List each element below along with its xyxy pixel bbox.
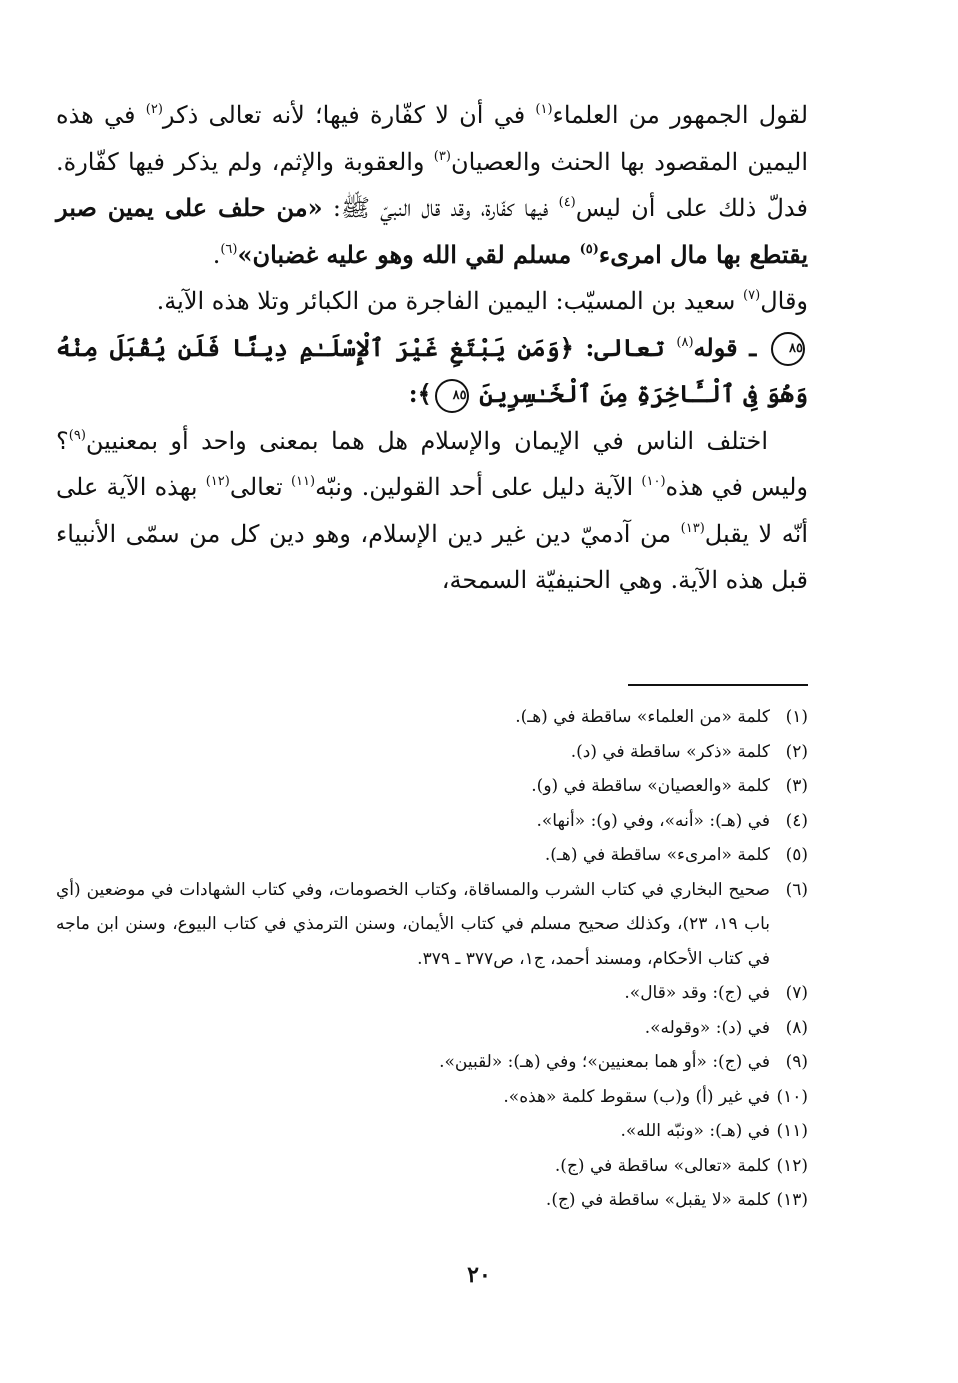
footnote-number: (٤) xyxy=(785,810,808,831)
footnote-text: في (ج): «أو هما بمعنيين»؛ وفي (هـ): «لقبين». xyxy=(439,1052,770,1072)
footnote-number: (١١) xyxy=(776,1121,808,1141)
footnote-text: في غير (أ) و(ب) سقوط كلمة «هذه». xyxy=(503,1086,770,1107)
paragraph-1 xyxy=(56,92,808,278)
verse-label: ـ قوله xyxy=(693,332,768,362)
page-number: ٢٠ xyxy=(467,1262,491,1288)
footnote-ref-6[interactable]: (٦) xyxy=(220,241,238,257)
footnote-item xyxy=(56,804,808,839)
text-run: ؟ وليس في هذه xyxy=(56,426,808,501)
text-run: وقال xyxy=(760,287,808,315)
footnote-ref-13[interactable]: (١٣) xyxy=(680,520,705,536)
main-text xyxy=(56,92,808,604)
footnote-ref-10[interactable]: (١٠) xyxy=(641,474,666,489)
text-run: في هذه اليمين المقصود بها الحنث والعصيان xyxy=(56,101,809,176)
text-run: من آدميّ دين غير دين الإسلام، وهو دين كل من سمّى الأنبياء قبل هذه الآية. وهي الحنيفيّة السمحة، xyxy=(56,519,808,594)
footnote-number: (٥) xyxy=(785,845,808,865)
footnote-item xyxy=(56,769,808,804)
footnote-number: (٩) xyxy=(785,1052,808,1072)
text-run: اختلف الناس في الإيمان والإسلام هل هما بمعنى واحد أو بمعنيين xyxy=(85,426,768,455)
footnote-ref-9[interactable]: (٩) xyxy=(68,427,86,443)
hadith-text: «من حلف على يمين صبر يقتطع بها مال امرىء xyxy=(56,193,808,269)
footnote-text: كلمة «والعصيان» ساقطة في (و). xyxy=(531,776,770,796)
footnote-item xyxy=(56,1080,808,1115)
footnote-number: (٣) xyxy=(785,776,808,796)
footnote-text: في (ج): وقد «قال». xyxy=(624,983,770,1003)
text-run: الآية دليل على أحد القولين. ونبّه xyxy=(315,473,642,501)
verse-heading xyxy=(56,325,808,418)
footnote-number: (٧) xyxy=(785,983,808,1003)
footnote-number: (٦) xyxy=(785,879,808,900)
footnote-ref-1[interactable]: (١) xyxy=(535,102,553,117)
footnote-divider xyxy=(628,684,808,686)
footnote-ref-12[interactable]: (١٢) xyxy=(205,474,230,489)
footnote-text: في (هـ): «أنه»، وفي (و): «أنها». xyxy=(536,810,770,831)
text-run: في أن لا كفّارة فيها؛ لأنه تعالى ذكر xyxy=(162,101,536,129)
text-run: والعقوبة والإثم، ولم يذكر فيها كفّارة. فدلّ ذلك على أن ليس xyxy=(56,147,809,222)
footnote-ref-5[interactable]: (٥) xyxy=(579,241,599,257)
text-run: تعالى xyxy=(229,473,291,501)
footnote-text: كلمة «امرىء» ساقطة في (هـ). xyxy=(544,845,770,865)
footnote-number: (٨) xyxy=(785,1017,808,1038)
text-run: بهذه الآية على أنّه لا يقبل xyxy=(56,473,809,548)
hadith-text: مسلم لقي الله وهو عليه غضبان» xyxy=(237,239,580,269)
footnote-item xyxy=(56,838,808,873)
footnote-number: (١٠) xyxy=(776,1086,808,1107)
footnote-ref-3[interactable]: (٣) xyxy=(433,148,451,164)
footnote-number: (١٢) xyxy=(776,1155,808,1176)
footnote-text: كلمة «لا يقبل» ساقطة في (ج). xyxy=(545,1190,770,1210)
text-run: سعيد بن المسيّب: اليمين الفاجرة من الكبائر وتلا هذه الآية. xyxy=(156,287,744,315)
footnote-item xyxy=(56,1183,808,1218)
text-run: فيها كفّارة، وقد قال النبيّ ﷺ: xyxy=(322,194,559,222)
text-run: . xyxy=(212,240,221,269)
paragraph-2 xyxy=(56,278,808,325)
footnote-number: (١) xyxy=(785,707,808,727)
footnotes xyxy=(56,700,808,1218)
footnote-text: كلمة «من العلماء» ساقطة في (هـ). xyxy=(515,707,770,727)
footnote-item xyxy=(56,873,808,977)
quran-bracket-close: ﴾: xyxy=(408,379,432,408)
verse-label: تعالى: xyxy=(573,332,677,362)
footnote-item xyxy=(56,1045,808,1080)
footnote-text: كلمة «تعالى» ساقطة في (ج). xyxy=(554,1155,770,1176)
footnote-ref-8[interactable]: (٨) xyxy=(676,334,694,350)
footnote-text: صحيح البخاري في كتاب الشرب والمساقاة، وكتاب الخصومات، وفي كتاب الشهادات في موضعين (أي باب ١٩، ٢٣)، وكذلك صحيح مسلم في كتاب الأيمان، وسنن الترمذي في كتاب البيوع، وسنن ابن ماجه في كتاب الأحكام، ومسند أحمد، ج١، ص٣٧٧ ـ ٣٧٩. xyxy=(56,879,770,969)
footnote-text: كلمة «ذكر» ساقطة في (د). xyxy=(570,741,770,762)
quran-verse: ﴿وَمَن يَبْتَغِ غَيْرَ ٱلْإِسْلَـٰمِ دِينًا فَلَن يُقْبَلَ مِنْهُ وَهُوَ فِى ٱلْـَٔاخِرَةِ مِنَ ٱلْخَـٰسِرِينَ xyxy=(56,332,808,408)
footnote-ref-7[interactable]: (٧) xyxy=(743,288,761,303)
footnote-item xyxy=(56,976,808,1011)
footnote-text: في (د): «وقوله». xyxy=(644,1017,770,1038)
footnote-item xyxy=(56,735,808,770)
footnote-number: (١٣) xyxy=(776,1190,808,1210)
footnote-ref-2[interactable]: (٢) xyxy=(145,102,163,117)
footnote-ref-11[interactable]: (١١) xyxy=(290,474,316,489)
footnote-ref-4[interactable]: (٤) xyxy=(558,195,576,210)
footnote-item xyxy=(56,1149,808,1184)
ayah-number-badge: ٨٥ xyxy=(435,379,469,413)
footnote-text: في (هـ): «ونبّه الله». xyxy=(620,1121,770,1141)
footnote-item xyxy=(56,1114,808,1149)
paragraph-4 xyxy=(56,418,808,604)
text-run: لقول الجمهور من العلماء xyxy=(552,101,809,129)
footnote-item xyxy=(56,1011,808,1046)
footnote-item xyxy=(56,700,808,735)
ayah-number-badge: ٨٥ xyxy=(771,332,805,366)
footnote-number: (٢) xyxy=(785,741,808,762)
